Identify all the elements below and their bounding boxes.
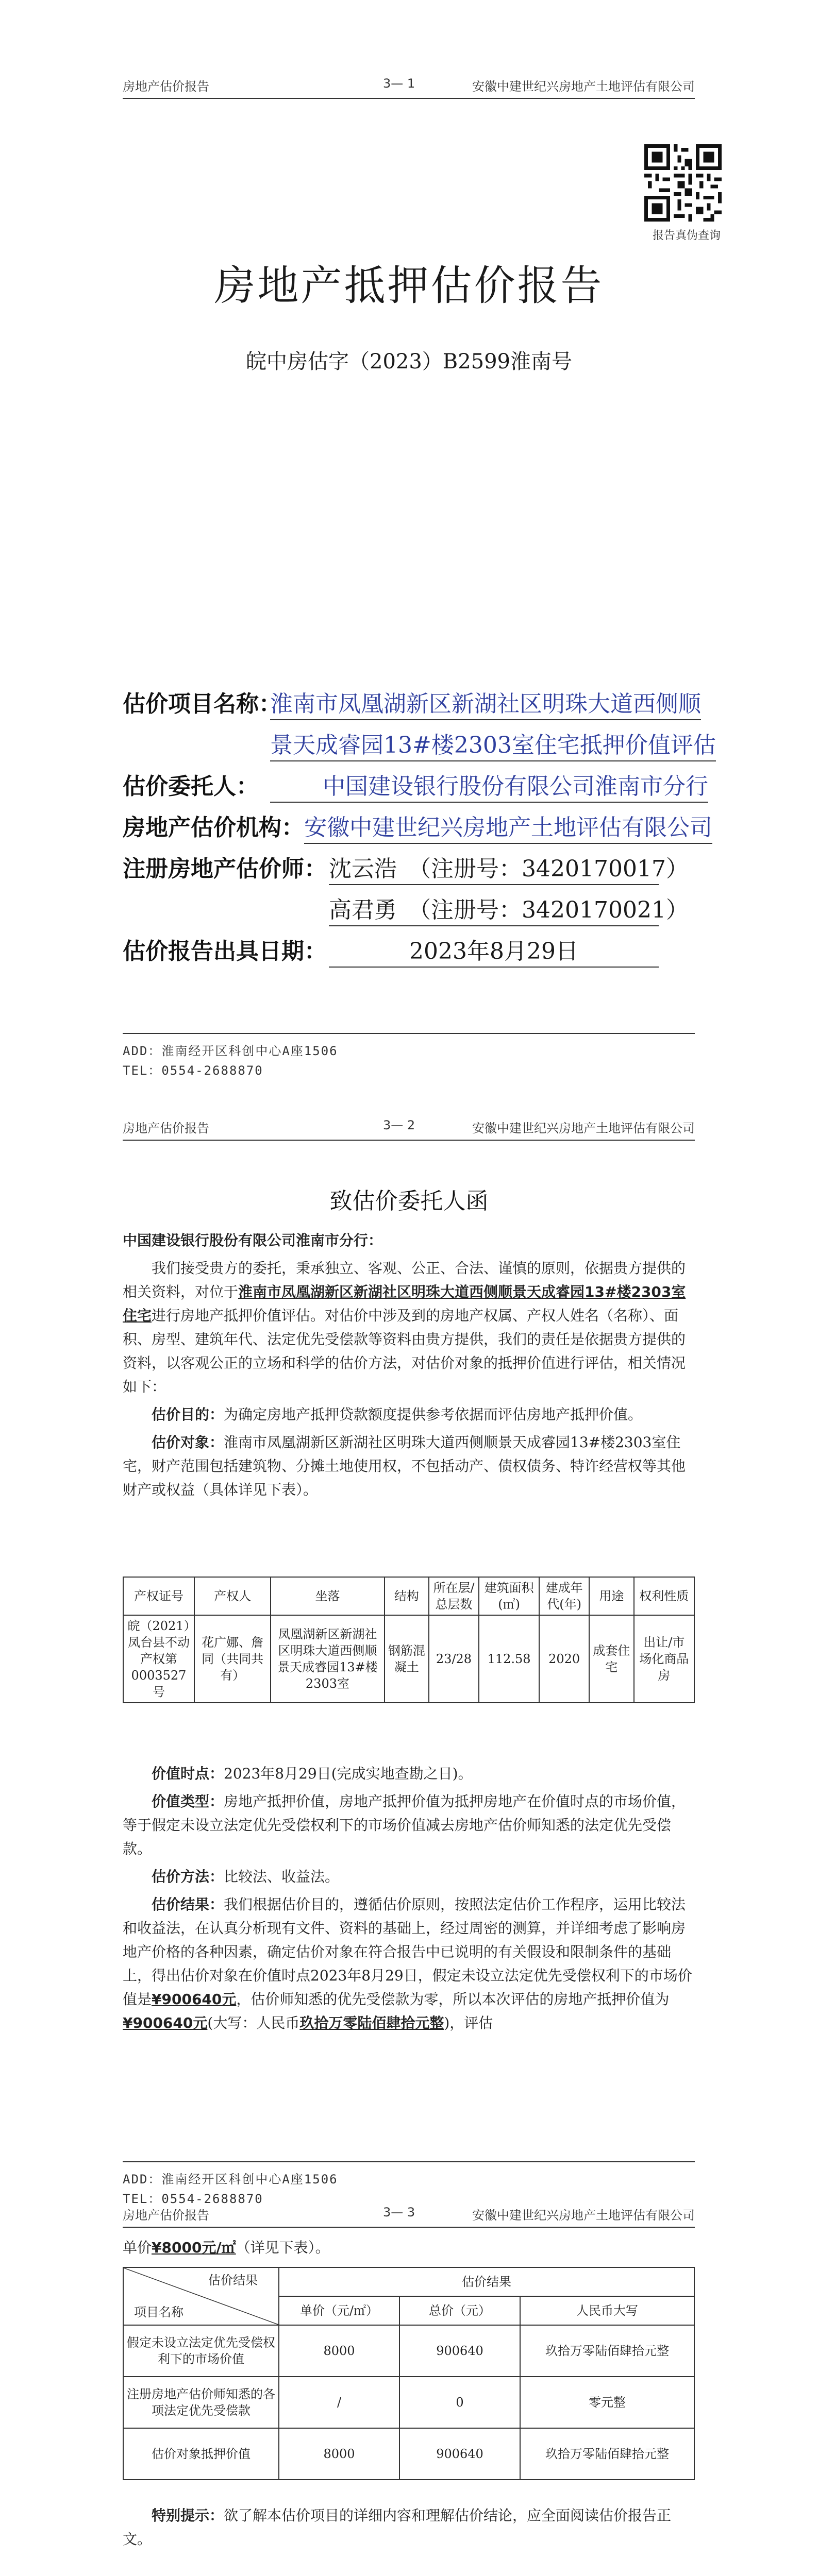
time-label: 价值时点：: [152, 1765, 224, 1782]
footer-tel: TEL：0554-2688870: [123, 1063, 263, 1078]
unit-price-line: [123, 2236, 695, 2264]
method-label: 估价方法：: [152, 1868, 224, 1885]
type-label: 价值类型：: [152, 1793, 224, 1810]
appraiser-row: [123, 850, 731, 891]
letter-body-2: [123, 1762, 695, 2039]
qr-caption: 报告真伪查询: [652, 229, 721, 242]
cell-area: 112.58: [479, 1615, 539, 1703]
corner-top-label: 估价结果: [208, 2273, 258, 2287]
row-unit: 8000: [279, 2428, 399, 2480]
row-upper: 零元整: [520, 2377, 694, 2428]
row-unit: /: [279, 2377, 399, 2428]
unit-price-label: 单价: [123, 2239, 152, 2256]
header-right: 安徽中建世纪兴房地产土地评估有限公司: [472, 79, 695, 94]
corner-bottom-label: 项目名称: [134, 2305, 183, 2319]
th-cert: 产权证号: [123, 1577, 194, 1615]
project-name-line2: 景天成睿园13#楼2303室住宅抵押价值评估: [270, 726, 716, 761]
footer-rule: [123, 1033, 695, 1034]
header-page-number: 3— 3: [383, 2205, 415, 2219]
special-note: [123, 2504, 695, 2555]
th-owner: 产权人: [194, 1577, 271, 1615]
cover-page: [0, 0, 818, 1113]
qr-code-icon[interactable]: [644, 144, 722, 222]
table-row: [123, 1615, 694, 1703]
table-row: [123, 2377, 694, 2428]
appraiser-1: 沈云浩 （注册号：3420170017）: [329, 850, 659, 885]
col-total: 总价（元）: [399, 2296, 520, 2325]
footer-address: ADD：淮南经开区科创中心A座1506: [123, 1044, 338, 1058]
row-upper: 玖拾万零陆佰肆拾元整: [520, 2325, 694, 2377]
appraiser-row-2: [123, 891, 731, 933]
th-floor: 所在层/总层数: [429, 1577, 479, 1615]
type-text: 房地产抵押价值，房地产抵押价值为抵押房地产在价值时点的市场价值，等于假定未设立法定优先受偿权利下的市场价值减去房地产估价师知悉的法定优先受偿款。: [123, 1793, 686, 1857]
method-text: 比较法、收益法。: [224, 1868, 340, 1885]
client-label: 估价委托人：: [123, 773, 259, 800]
letter-title: 致估价委托人函: [329, 1188, 489, 1214]
running-header: [123, 56, 695, 92]
row-unit: 8000: [279, 2325, 399, 2377]
intro-text-c: 进行房地产抵押价值评估。对估价中涉及到的房地产权属、产权人姓名（名称）、面积、房型、建筑年代、法定优先受偿款等资料由贵方提供，我们的责任是依据贵方提供的资料，以客观公正的立场和科学的估价方法，对估价对象的抵押价值进行评估，相关情况如下：: [123, 1307, 686, 1395]
intro-text-a: 我们接受贵方的委托，秉承独立、客观、公正、合法、谨慎的原则，依据贵方提供的相关资料，对位于: [123, 1260, 686, 1300]
intro-paragraph: [123, 1257, 695, 1399]
cell-structure: 钢筋混凝土: [385, 1615, 429, 1703]
header-right: 安徽中建世纪兴房地产土地评估有限公司: [472, 1121, 695, 1136]
note-paragraph: [123, 2504, 695, 2551]
result-paragraph: [123, 1893, 695, 2035]
addressee: 中国建设银行股份有限公司淮南市分行：: [123, 1232, 383, 1249]
note-text: 欲了解本估价项目的详细内容和理解估价结论，应全面阅读估价报告正文。: [123, 2507, 672, 2548]
row-upper: 玖拾万零陆佰肆拾元整: [520, 2428, 694, 2480]
project-row-2: [123, 726, 731, 768]
unit-price-note: （详见下表）。: [236, 2239, 330, 2256]
note-label: 特别提示：: [152, 2507, 224, 2524]
header-rule: [123, 1140, 695, 1141]
header-left: 房地产估价报告: [123, 2208, 209, 2223]
header-right: 安徽中建世纪兴房地产土地评估有限公司: [472, 2208, 695, 2223]
result-table-header-1: [123, 2267, 694, 2296]
header-rule: [123, 98, 695, 99]
page-footer: [123, 1033, 695, 1080]
unit-price-value: ¥8000元/㎡: [152, 2239, 236, 2256]
client-row: [123, 768, 731, 809]
result-text-c: (大写：人民币: [207, 2014, 300, 2031]
row-name: 估价对象抵押价值: [123, 2428, 279, 2480]
property-table-header: [123, 1577, 694, 1615]
report-title: 房地产抵押估价报告: [214, 262, 604, 310]
running-header: [123, 1097, 695, 1136]
footer-address: ADD：淮南经开区科创中心A座1506: [123, 2172, 338, 2187]
corner-cell: [123, 2267, 279, 2325]
report-date: 2023年8月29日: [329, 933, 659, 968]
running-header: [123, 2184, 695, 2221]
header-left: 房地产估价报告: [123, 79, 209, 94]
row-total: 900640: [399, 2428, 520, 2480]
th-location: 坐落: [271, 1577, 384, 1615]
result-text-d: )，评估: [444, 2014, 493, 2031]
th-year: 建成年代(年): [539, 1577, 589, 1615]
client-name: 中国建设银行股份有限公司淮南市分行: [270, 768, 708, 803]
time-text: 2023年8月29日(完成实地查勘之日)。: [224, 1765, 473, 1782]
object-text: 淮南市凤凰湖新区新湖社区明珠大道西侧顺景天成睿园13#楼2303室住宅，财产范围包括建筑物、分摊土地使用权，不包括动产、债权债务、特许经营权等其他财产或权益（具体详见下表）。: [123, 1434, 686, 1498]
result-label: 估价结果：: [152, 1896, 224, 1913]
purpose-text: 为确定房地产抵押贷款额度提供参考依据而评估房地产抵押价值。: [224, 1406, 643, 1423]
row-total: 0: [399, 2377, 520, 2428]
header-page-number: 3— 1: [383, 76, 415, 91]
agency-row: [123, 809, 731, 850]
method-paragraph: [123, 1865, 695, 1889]
table-row: [123, 2325, 694, 2377]
cover-info-block: [123, 685, 731, 974]
purpose-label: 估价目的：: [152, 1406, 224, 1423]
th-structure: 结构: [385, 1577, 429, 1615]
appraiser-2: 高君勇 （注册号：3420170021）: [329, 891, 659, 926]
object-label: 估价对象：: [152, 1434, 224, 1451]
cell-right: 出让/市场化商品房: [634, 1615, 694, 1703]
object-paragraph: [123, 1431, 695, 1502]
col-upper: 人民币大写: [520, 2296, 694, 2325]
time-paragraph: [123, 1762, 695, 1786]
mortgage-value: ¥900640元: [123, 2014, 208, 2031]
type-paragraph: [123, 1790, 695, 1861]
footer-rule: [123, 2161, 695, 2162]
result-group-header: 估价结果: [279, 2267, 694, 2296]
row-total: 900640: [399, 2325, 520, 2377]
cell-use: 成套住宅: [589, 1615, 633, 1703]
letter-body: [123, 1229, 695, 1506]
table-row: [123, 2428, 694, 2480]
header-rule: [123, 2227, 695, 2228]
cell-floor: 23/28: [429, 1615, 479, 1703]
property-address: 淮南市凤凰湖新区新湖社区明珠大道西侧顺景天成睿园13#楼2303室住宅: [123, 1283, 686, 1324]
project-row: [123, 685, 731, 726]
cell-location: 凤凰湖新区新湖社区明珠大道西侧顺景天成睿园13#楼2303室: [271, 1615, 384, 1703]
cell-cert: 皖（2021）凤台县不动产权第0003527号: [123, 1615, 194, 1703]
result-table: [123, 2267, 695, 2480]
cell-owner: 花广娜、詹同（共同共有）: [194, 1615, 271, 1703]
footer-tel: TEL：0554-2688870: [123, 2192, 263, 2206]
row-name: 注册房地产估价师知悉的各项法定优先受偿款: [123, 2377, 279, 2428]
header-page-number: 3— 2: [383, 1118, 415, 1132]
project-name-line1: 淮南市凤凰湖新区新湖社区明珠大道西侧顺: [270, 685, 701, 720]
date-label: 估价报告出具日期：: [123, 938, 327, 964]
th-use: 用途: [589, 1577, 633, 1615]
report-number: 皖中房估字（2023）B2599淮南号: [246, 350, 572, 374]
mortgage-value-upper: 玖拾万零陆佰肆拾元整: [299, 2014, 444, 2031]
appraiser-label: 注册房地产估价师：: [123, 856, 327, 882]
agency-label: 房地产估价机构：: [123, 815, 304, 841]
agency-name: 安徽中建世纪兴房地产土地评估有限公司: [304, 809, 712, 844]
cell-year: 2020: [539, 1615, 589, 1703]
market-value: ¥900640元: [152, 1991, 237, 2008]
project-label: 估价项目名称：: [123, 691, 281, 717]
date-row: [123, 933, 731, 974]
th-right: 权利性质: [634, 1577, 694, 1615]
th-area: 建筑面积(㎡): [479, 1577, 539, 1615]
header-left: 房地产估价报告: [123, 1121, 209, 1136]
col-unit: 单价（元/㎡）: [279, 2296, 399, 2325]
purpose-paragraph: [123, 1403, 695, 1427]
result-text-a: 我们根据估价目的，遵循估价原则，按照法定估价工作程序，运用比较法和收益法，在认真分析现有文件、资料的基础上，经过周密的测算，并详细考虑了影响房地产价格的各种因素，确定估价对象在符合报告中已说明的有关假设和限制条件的基础上，得出估价对象在价值时点2023年8月29日，假定未设立法定优先受偿权利下的市场价值是: [123, 1896, 692, 2008]
property-table: [123, 1577, 695, 1703]
row-name: 假定未设立法定优先受偿权利下的市场价值: [123, 2325, 279, 2377]
result-text-b: ，估价师知悉的优先受偿款为零，所以本次评估的房地产抵押价值为: [236, 1991, 670, 2008]
